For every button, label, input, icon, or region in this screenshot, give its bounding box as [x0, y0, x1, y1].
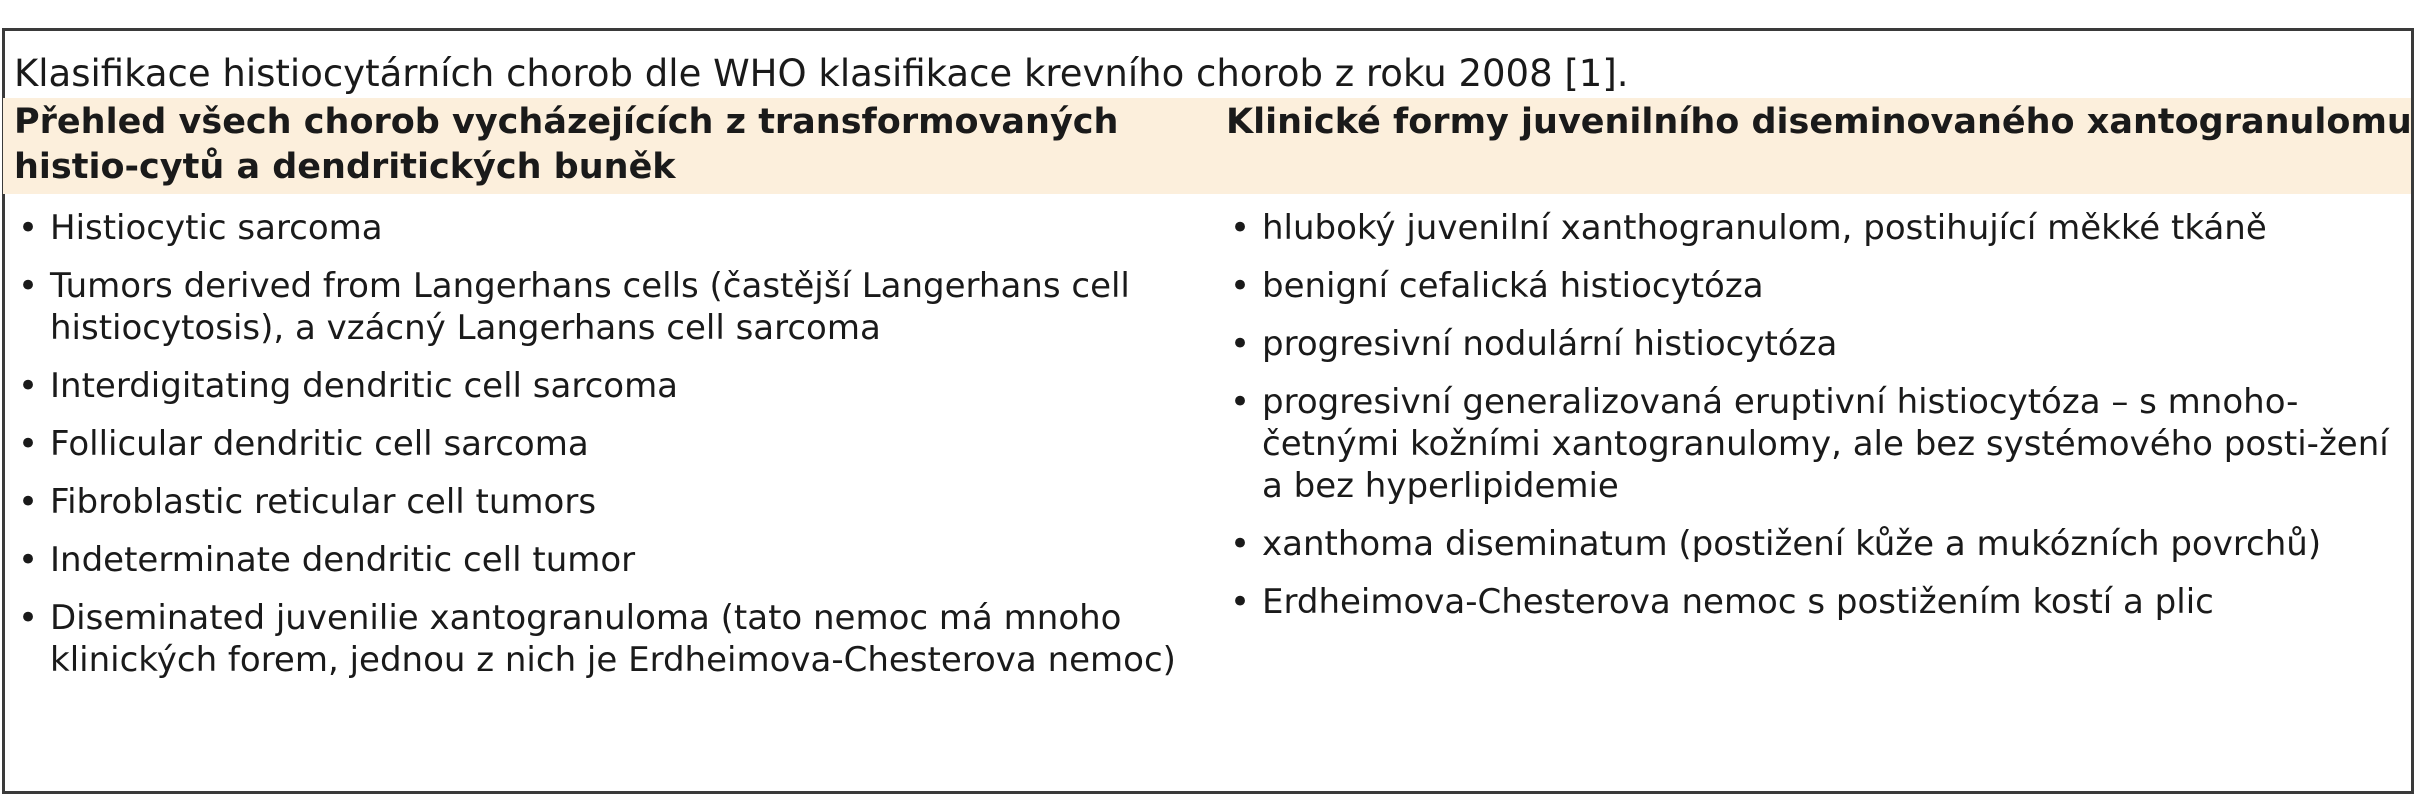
column-header-disease-overview: Přehled všech chorob vycházejících z transformovaných histio-cytů a dendritických buněk	[14, 102, 1119, 187]
list-item-text: progresivní nodulární histiocytóza	[1262, 324, 1838, 364]
bullet-icon: •	[1230, 382, 1251, 422]
bullet-icon: •	[1230, 208, 1251, 248]
list-item	[14, 423, 1194, 465]
clinical-forms-list	[1226, 207, 2404, 639]
column-header-clinical-forms: Klinické formy juvenilního diseminovaného xantogranulomu	[1226, 102, 2412, 142]
bullet-icon: •	[18, 424, 39, 464]
list-item	[1226, 265, 2404, 307]
table-caption: Klasifikace histiocytárních chorob dle WHO klasifikace krevního chorob z roku 2008 [1].	[14, 52, 1629, 95]
bullet-icon: •	[1230, 524, 1251, 564]
list-item	[1226, 207, 2404, 249]
list-item-text: Histiocytic sarcoma	[50, 208, 383, 248]
list-item-text: progresivní generalizovaná eruptivní histiocytóza – s mnoho-četnými kožními xantogranulomy, ale bez systémového posti-žení a bez hyperlipidemie	[1262, 382, 2389, 506]
list-item	[14, 265, 1194, 349]
list-item	[1226, 581, 2404, 623]
bullet-icon: •	[18, 366, 39, 406]
list-item	[1226, 323, 2404, 365]
list-item-text: Fibroblastic reticular cell tumors	[50, 482, 597, 522]
list-item	[1226, 381, 2404, 507]
bullet-icon: •	[18, 540, 39, 580]
list-item	[1226, 523, 2404, 565]
list-item	[14, 539, 1194, 581]
list-item	[14, 207, 1194, 249]
list-item-text: hluboký juvenilní xanthogranulom, postihující měkké tkáně	[1262, 208, 2267, 248]
bullet-icon: •	[18, 266, 39, 306]
list-item-text: Tumors derived from Langerhans cells (častější Langerhans cell histiocytosis), a vzácný Langerhans cell sarcoma	[50, 266, 1130, 348]
disease-overview-list	[14, 207, 1194, 697]
bullet-icon: •	[1230, 324, 1251, 364]
bullet-icon: •	[18, 482, 39, 522]
bullet-icon: •	[1230, 582, 1251, 622]
list-item-text: Erdheimova-Chesterova nemoc s postižením kostí a plic	[1262, 582, 2214, 622]
bullet-icon: •	[18, 598, 39, 638]
list-item-text: Diseminated juvenilie xantogranuloma (tato nemoc má mnoho klinických forem, jednou z nich je Erdheimova-Chesterova nemoc)	[50, 598, 1176, 680]
list-item	[14, 365, 1194, 407]
list-item-text: Indeterminate dendritic cell tumor	[50, 540, 636, 580]
bullet-icon: •	[18, 208, 39, 248]
list-item-text: benigní cefalická histiocytóza	[1262, 266, 1764, 306]
list-item-text: Follicular dendritic cell sarcoma	[50, 424, 589, 464]
list-item-text: xanthoma diseminatum (postižení kůže a mukózních povrchů)	[1262, 524, 2322, 564]
list-item	[14, 597, 1194, 681]
list-item-text: Interdigitating dendritic cell sarcoma	[50, 366, 679, 406]
list-item	[14, 481, 1194, 523]
bullet-icon: •	[1230, 266, 1251, 306]
